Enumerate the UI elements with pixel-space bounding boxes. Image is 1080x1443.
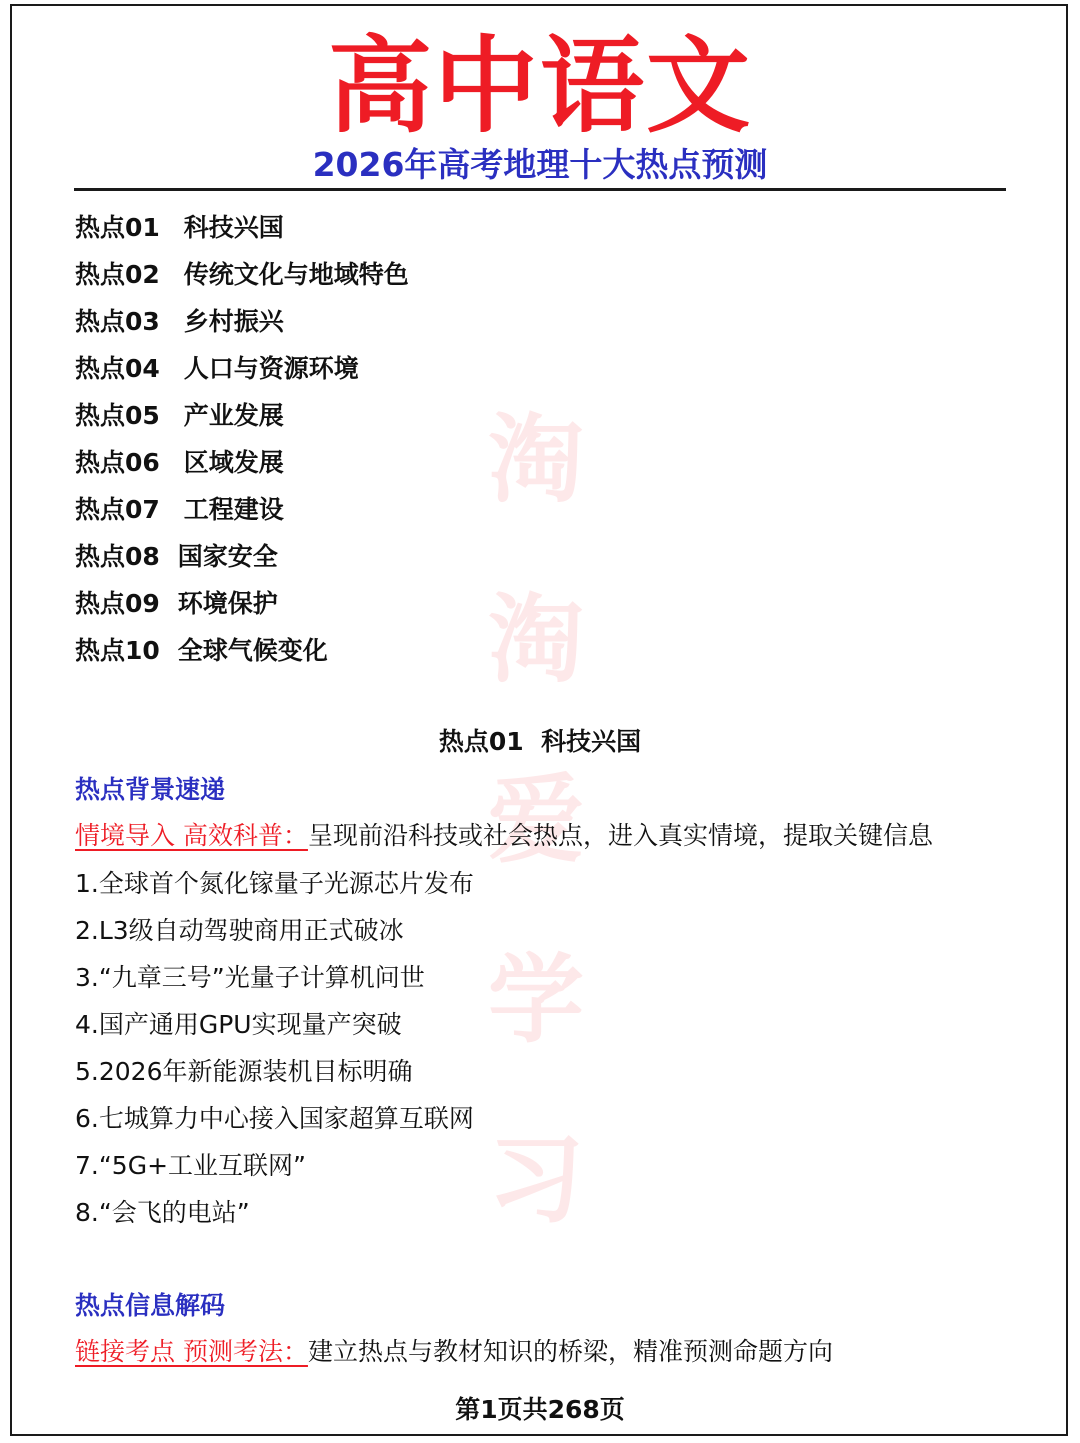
list-item: 1.全球首个氮化镓量子光源芯片发布 <box>75 869 474 898</box>
background-heading: 热点背景速递 <box>75 775 226 804</box>
list-item: 4.国产通用GPU实现量产突破 <box>75 1010 402 1039</box>
toc-item[interactable] <box>75 486 409 533</box>
title-divider <box>74 188 1006 191</box>
list-item: 2.L3级自动驾驶商用正式破冰 <box>75 916 404 945</box>
page-subtitle: 2026年高考地理十大热点预测 <box>312 145 768 184</box>
toc-item[interactable] <box>75 627 409 674</box>
list-item: 8.“会飞的电站” <box>75 1198 250 1227</box>
toc-topic: 区域发展 <box>183 448 284 477</box>
page-title: 高中语文 <box>327 25 752 147</box>
toc-item[interactable] <box>75 439 409 486</box>
list-item: 7.“5G+工业互联网” <box>75 1151 306 1180</box>
background-lead <box>75 814 933 858</box>
news-list <box>75 860 474 1236</box>
list-item: 5.2026年新能源装机目标明确 <box>75 1057 413 1086</box>
toc-topic: 工程建设 <box>183 495 284 524</box>
decode-lead <box>75 1330 833 1374</box>
background-lead-tag: 情境导入 高效科普： <box>75 821 308 850</box>
toc-topic: 乡村振兴 <box>183 307 284 336</box>
decode-lead-tag: 链接考点 预测考法： <box>75 1337 308 1366</box>
toc-number: 热点04 <box>75 354 160 383</box>
toc-topic: 科技兴国 <box>183 213 284 242</box>
decode-heading: 热点信息解码 <box>75 1291 226 1320</box>
toc-item[interactable] <box>75 533 409 580</box>
toc-item[interactable] <box>75 251 409 298</box>
toc-topic: 产业发展 <box>183 401 284 430</box>
watermark-char: 爱 <box>488 763 584 876</box>
watermark-char: 淘 <box>488 403 584 516</box>
toc-item[interactable] <box>75 345 409 392</box>
decode-lead-text: 建立热点与教材知识的桥梁，精准预测命题方向 <box>307 1337 833 1366</box>
toc-item[interactable] <box>75 392 409 439</box>
toc-number: 热点03 <box>75 307 160 336</box>
toc-topic: 国家安全 <box>177 542 278 571</box>
watermark-char: 习 <box>488 1123 584 1236</box>
toc-topic: 人口与资源环境 <box>183 354 359 383</box>
toc-number: 热点01 <box>75 213 160 242</box>
toc-item[interactable] <box>75 580 409 627</box>
toc-item[interactable] <box>75 298 409 345</box>
toc-number: 热点05 <box>75 401 160 430</box>
toc-item[interactable] <box>75 204 409 251</box>
background-lead-text: 呈现前沿科技或社会热点，进入真实情境，提取关键信息 <box>307 821 933 850</box>
table-of-contents <box>75 204 409 674</box>
toc-number: 热点02 <box>75 260 160 289</box>
toc-number: 热点09 <box>75 589 160 618</box>
toc-number: 热点08 <box>75 542 160 571</box>
watermark-char: 淘 <box>488 583 584 696</box>
list-item: 3.“九章三号”光量子计算机问世 <box>75 963 425 992</box>
section-title: 热点01 科技兴国 <box>438 727 642 756</box>
toc-topic: 传统文化与地域特色 <box>183 260 409 289</box>
list-item: 6.七城算力中心接入国家超算互联网 <box>75 1104 474 1133</box>
toc-number: 热点10 <box>75 636 160 665</box>
watermark-char: 学 <box>488 943 584 1056</box>
toc-number: 热点06 <box>75 448 160 477</box>
toc-topic: 环境保护 <box>177 589 278 618</box>
page-number: 第1页共268页 <box>455 1395 625 1424</box>
toc-topic: 全球气候变化 <box>177 636 328 665</box>
toc-number: 热点07 <box>75 495 160 524</box>
